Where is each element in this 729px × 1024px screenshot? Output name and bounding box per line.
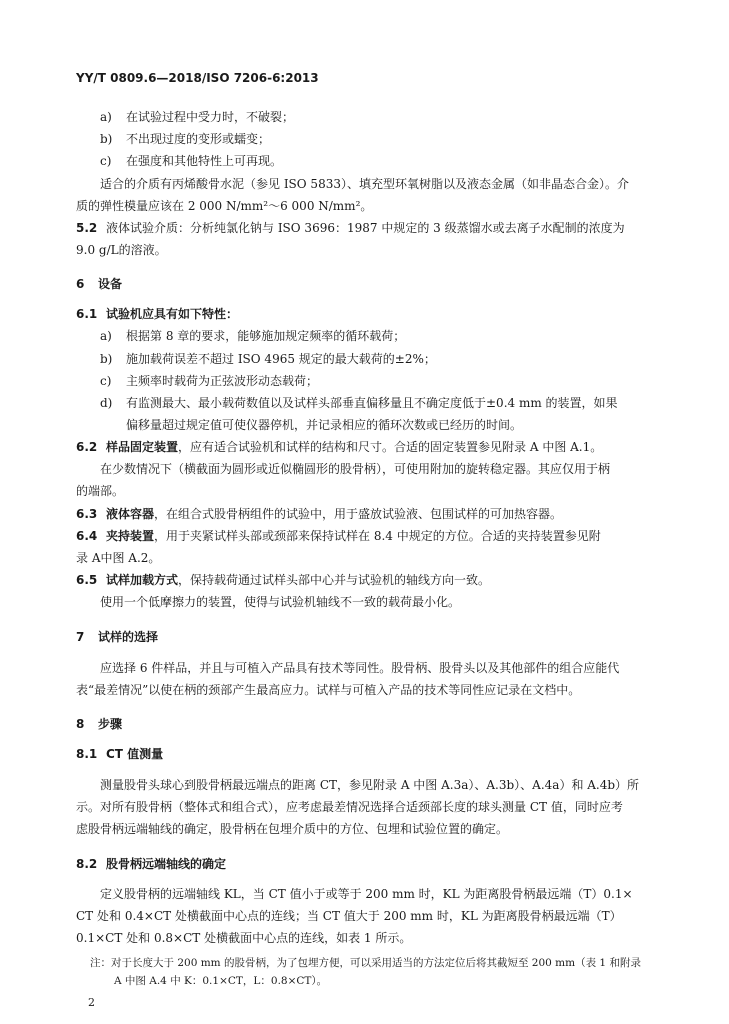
- note-line: 注：对于长度大于 200 mm 的股骨柄，为了包埋方便，可以采用适当的方法定位后将其截短至 200 mm（表 1 和附录: [90, 957, 641, 969]
- clause-6-2: 6.2 样品固定装置，应有适合试验机和试样的结构和尺寸。合适的固定装置参见附录 A 中图 A.1。: [76, 440, 603, 454]
- paragraph-line: 测量股骨头球心到股骨柄最远端点的距离 CT，参见附录 A 中图 A.3a）、A.3b）、A.4a）和 A.4b）所: [100, 778, 640, 792]
- paragraph-line: 示。对所有股骨柄（整体式和组合式），应考虑最差情况选择合适颈部长度的球头测量 CT 值，同时应考: [76, 800, 623, 814]
- list-item: b) 不出现过度的变形或蠕变；: [100, 132, 271, 146]
- note-line: A 中图 A.4 中 K：0.1×CT，L：0.8×CT）。: [114, 975, 328, 987]
- paragraph-line: 在少数情况下（横截面为圆形或近似椭圆形的股骨柄），可使用附加的旋转稳定器。其应仅用于柄: [100, 462, 611, 476]
- paragraph-line: 应选择 6 件样品，并且与可植入产品具有技术等同性。股骨柄、股骨头以及其他部件的组合应能代: [100, 661, 620, 675]
- paragraph-line: 虑股骨柄远端轴线的确定，股骨柄在包埋介质中的方位、包埋和试验位置的确定。: [76, 822, 509, 836]
- list-item: a) 根据第 8 章的要求，能够施加规定频率的循环载荷；: [100, 329, 406, 343]
- paragraph-line: CT 处和 0.4×CT 处横截面中心点的连线；当 CT 值大于 200 mm 时，KL 为距离股骨柄最远端（T）: [76, 909, 622, 923]
- clause-5-2: 5.2 液体试验介质：分析纯氯化钠与 ISO 3696：1987 中规定的 3 级蒸馏水或去离子水配制的浓度为: [76, 221, 625, 235]
- paragraph-line: 录 A中图 A.2。: [76, 551, 161, 565]
- paragraph-line: 的端部。: [76, 484, 125, 498]
- paragraph-line: 定义股骨柄的远端轴线 KL，当 CT 值小于或等于 200 mm 时，KL 为距离股骨柄最远端（T）0.1×: [100, 887, 633, 901]
- page-number: 2: [88, 996, 95, 1009]
- list-item: c) 在强度和其他特性上可再现。: [100, 154, 283, 168]
- list-item: b) 施加载荷误差不超过 ISO 4965 规定的最大载荷的±2%；: [100, 352, 436, 366]
- list-item: c) 主频率时载荷为正弦波形动态载荷；: [100, 374, 319, 388]
- section-heading-7: 7 试样的选择: [76, 630, 159, 644]
- clause-6-3: 6.3 液体容器，在组合式股骨柄组件的试验中，用于盛放试验液、包围试样的可加热容器。: [76, 507, 563, 521]
- paragraph-line: 9.0 g/L的溶液。: [76, 243, 167, 257]
- clause-8-1-heading: 8.1 CT 值测量: [76, 747, 164, 761]
- standard-header: YY/T 0809.6—2018/ISO 7206-6:2013: [76, 71, 319, 85]
- paragraph-line: 0.1×CT 处和 0.8×CT 处横截面中心点的连线，如表 1 所示。: [76, 931, 412, 945]
- paragraph-line: 表“最差情况”以使在柄的颈部产生最高应力。试样与可植入产品的技术等同性应记录在文档中。: [76, 683, 581, 697]
- clause-6-4: 6.4 夹持装置，用于夹紧试样头部或颈部来保持试样在 8.4 中规定的方位。合适的夹持装置参见附: [76, 529, 601, 543]
- paragraph-line: 使用一个低摩擦力的装置，使得与试验机轴线不一致的载荷最小化。: [100, 595, 461, 609]
- clause-6-1: 6.1 试验机应具有如下特性：: [76, 307, 239, 321]
- section-heading-6: 6 设备: [76, 277, 123, 291]
- paragraph-line: 偏移量超过规定值可使仪器停机，并记录相应的循环次数或已经历的时间。: [126, 418, 523, 432]
- list-item: d) 有监测最大、最小载荷数值以及试样头部垂直偏移量且不确定度低于±0.4 mm 的装置，如果: [100, 396, 618, 410]
- section-heading-8: 8 步骤: [76, 717, 123, 731]
- clause-8-2-heading: 8.2 股骨柄远端轴线的确定: [76, 857, 227, 871]
- paragraph-line: 质的弹性模量应该在 2 000 N/mm²～6 000 N/mm²。: [76, 199, 373, 213]
- list-item: a) 在试验过程中受力时，不破裂；: [100, 110, 295, 124]
- paragraph-line: 适合的介质有丙烯酸骨水泥（参见 ISO 5833）、填充型环氧树脂以及液态金属（如非晶态合金）。介: [100, 177, 629, 191]
- clause-6-5: 6.5 试样加载方式，保持载荷通过试样头部中心并与试验机的轴线方向一致。: [76, 573, 491, 587]
